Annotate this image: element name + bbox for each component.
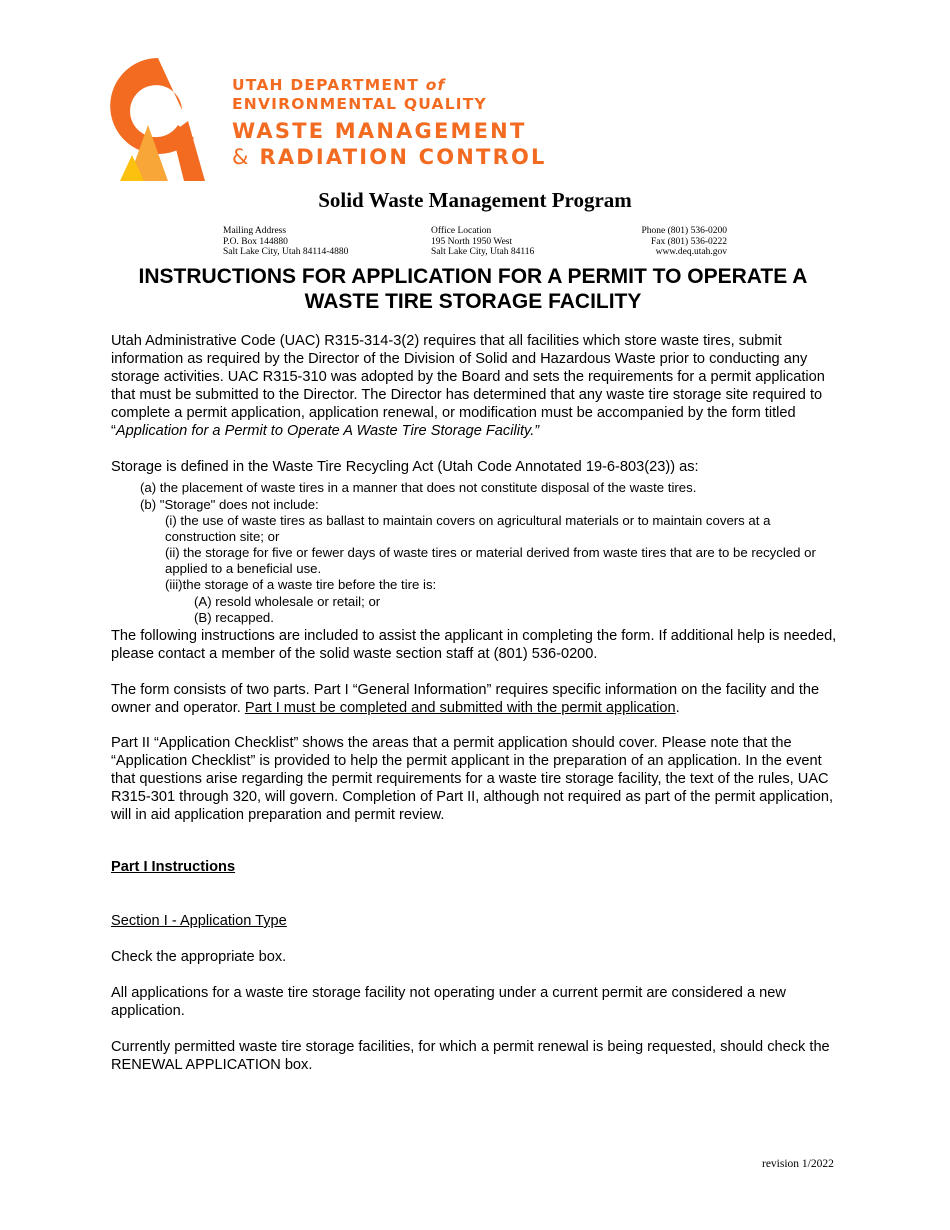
brand-ampersand: & — [232, 145, 260, 169]
document-title-line-1: INSTRUCTIONS FOR APPLICATION FOR A PERMIT TO OPERATE A — [138, 265, 808, 288]
form-parts-paragraph — [111, 681, 841, 717]
renewal-application-paragraph: Currently permitted waste tire storage facilities, for which a permit renewal is being requested, should check the RENEWAL APPLICATION box. — [111, 1039, 830, 1073]
office-location — [431, 226, 534, 258]
program-title: Solid Waste Management Program — [318, 188, 632, 212]
mailing-address-label: Mailing Address — [223, 226, 287, 236]
mailing-address — [223, 226, 348, 258]
instructions-paragraph: The following instructions are included to assist the applicant in completing the form. If additional help is needed, please contact a member of the solid waste section staff at (801) 536-0200. — [111, 628, 837, 662]
brand-of: of — [425, 76, 446, 94]
storage-definition-lead: Storage is defined in the Waste Tire Recycling Act (Utah Code Annotated 19-6-803(23)) as: — [111, 459, 699, 475]
form-parts-requirement: Part I must be completed and submitted with the permit application — [244, 700, 676, 716]
mailing-address-po-box: P.O. Box 144880 — [223, 236, 288, 247]
office-location-label: Office Location — [431, 226, 492, 236]
contact-info — [600, 226, 727, 258]
intro-paragraph — [111, 332, 841, 440]
contact-website: www.deq.utah.gov — [655, 247, 727, 257]
udeq-logo-icon — [108, 55, 208, 183]
mailing-address-city: Salt Lake City, Utah 84114-4880 — [223, 247, 349, 257]
office-location-city: Salt Lake City, Utah 84116 — [431, 247, 535, 257]
document-title — [60, 264, 886, 314]
storage-exclusion-iii-b: (B) recapped. — [194, 610, 274, 625]
storage-exclusion-iii-a: (A) resold wholesale or retail; or — [194, 594, 381, 609]
contact-phone: Phone (801) 536-0200 — [641, 226, 727, 236]
brand-line-utah-department — [232, 76, 445, 94]
storage-definition-a: (a) the placement of waste tires in a manner that does not constitute disposal of the waste tires. — [140, 480, 697, 495]
brand-utah-department: UTAH DEPARTMENT — [232, 76, 426, 94]
document-title-line-2: WASTE TIRE STORAGE FACILITY — [304, 290, 642, 313]
check-box-paragraph: Check the appropriate box. — [111, 949, 287, 965]
form-parts-end: . — [675, 700, 680, 716]
storage-exclusion-ii: (ii) the storage for five or fewer days of waste tires or material derived from waste tires that are to be recycled or applied to a beneficial use. — [165, 545, 816, 576]
new-application-paragraph: All applications for a waste tire storage facility not operating under a current permit are considered a new application. — [111, 985, 786, 1019]
brand-line-waste-management: WASTE MANAGEMENT — [232, 119, 527, 143]
logo-tail — [172, 121, 205, 181]
form-parts-text: The form consists of two parts. Part I “General Information” requires specific information on the facility and the owner and operator. — [111, 682, 820, 716]
brand-line-radiation-control — [232, 145, 547, 169]
office-location-street: 195 North 1950 West — [431, 236, 513, 247]
intro-form-title: Application for a Permit to Operate A Waste Tire Storage Facility.” — [115, 423, 540, 439]
intro-text: Utah Administrative Code (UAC) R315-314-3(2) requires that all facilities which store waste tires, submit information as required by the Director of the Division of Solid and Hazardous Waste prior to conducting any storage activities. UAC R315-310 was adopted by the Board and sets the requirements for a permit application that must be submitted to the Director. The Director has determined that any waste tire storage site required to complete a permit application, application renewal, or modification must be accompanied by the form titled “ — [111, 333, 825, 439]
storage-exclusion-i: (i) the use of waste tires as ballast to maintain covers on agricultural materials or to maintain covers at a construction site; or — [165, 513, 771, 544]
storage-exclusion-iii: (iii)the storage of a waste tire before the tire is: — [165, 577, 437, 592]
part2-paragraph: Part II “Application Checklist” shows the areas that a permit application should cover. Please note that the “Application Checklist” is provided to help the permit applicant in the preparation of an application. In the event that questions arise regarding the permit requirements for a waste tire storage facility, the text of the rules, UAC R315-301 through 320, will govern. Completion of Part II, although not required as part of the permit application, will in aid application preparation and permit review. — [111, 735, 834, 823]
brand-line-environmental-quality: ENVIRONMENTAL QUALITY — [232, 95, 487, 113]
contact-fax: Fax (801) 536-0222 — [651, 236, 727, 247]
part1-heading: Part I Instructions — [111, 859, 236, 875]
storage-definition-b: (b) "Storage" does not include: — [140, 497, 319, 512]
section1-heading: Section I - Application Type — [111, 913, 287, 929]
revision-date: revision 1/2022 — [762, 1158, 834, 1170]
brand-radiation-control: RADIATION CONTROL — [259, 145, 547, 169]
